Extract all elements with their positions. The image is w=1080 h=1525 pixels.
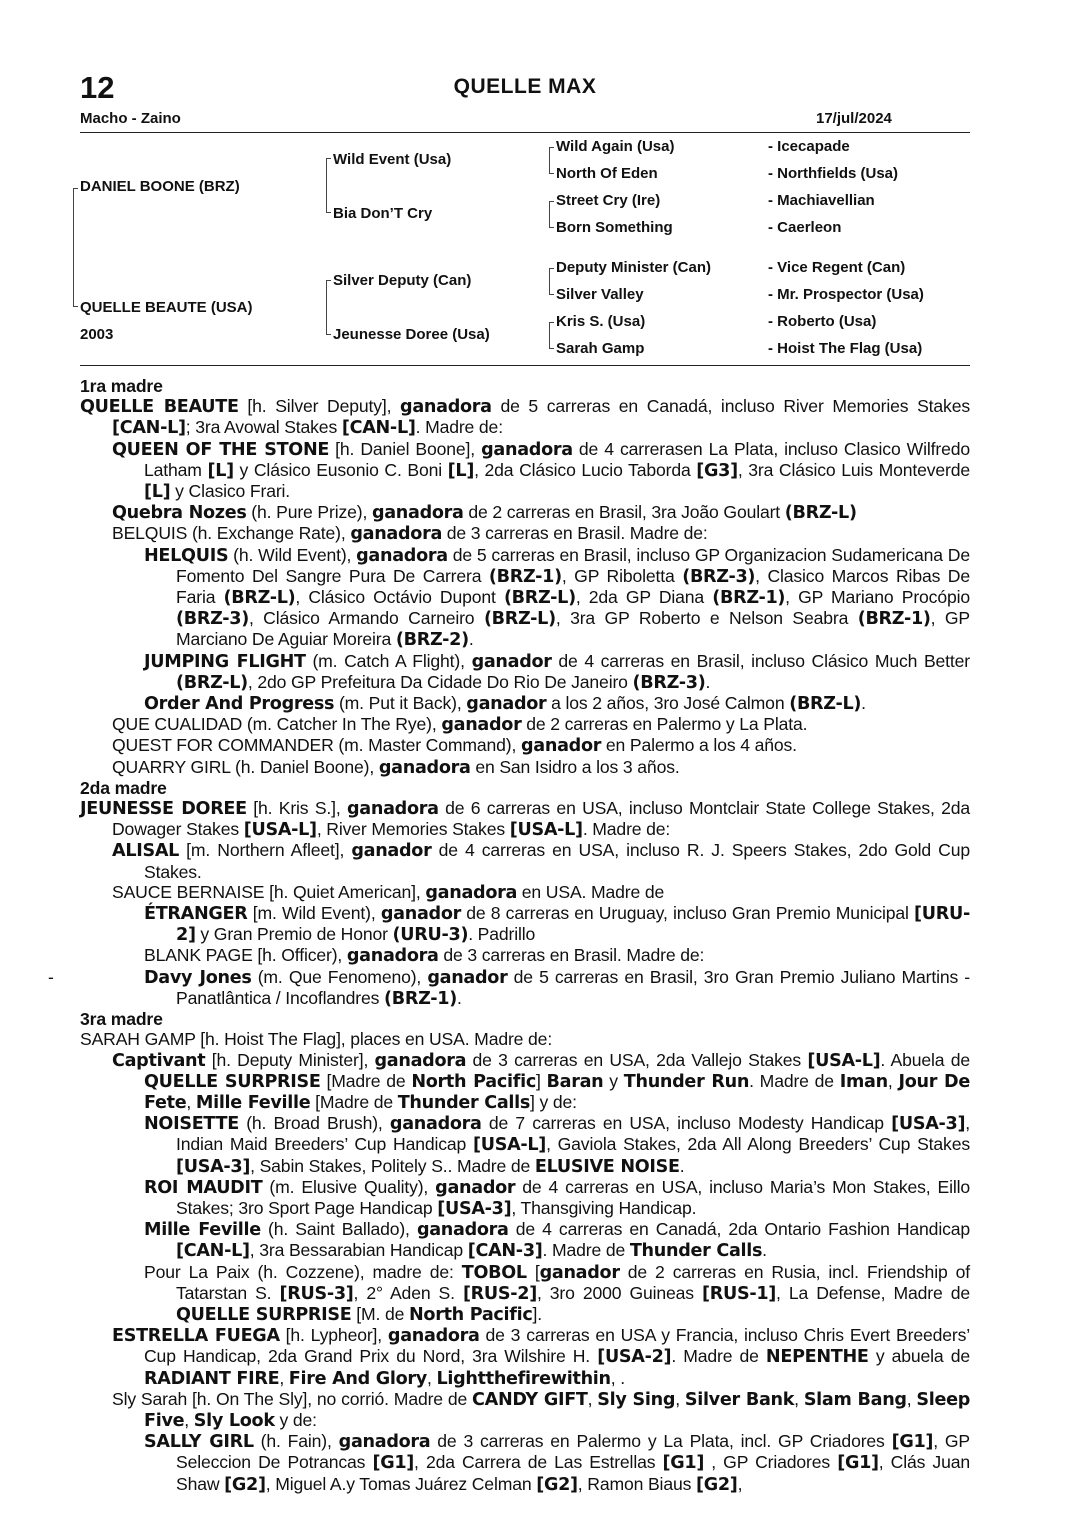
bracket-gen2-bottom — [326, 280, 327, 334]
gen3-6: Silver Valley — [556, 286, 644, 303]
paragraph: ESTRELLA FUEGA [h. Lypheor], ganadora de 3 carreras en USA y Francia, incluso Chris Evert Breeders’ Cup Handicap, 2da Grand Prix du Nord, 3ra Wilshire H. [USA-2]. Madre de NEPENTHE y abuela de RADIANT FIRE, Fire And Glory, Lightthefirewithin, . — [112, 1325, 970, 1389]
paragraph: Order And Progress (m. Put it Back), ganador a los 2 años, 3ro José Calmon (BRZ-L). — [144, 693, 866, 715]
dam-name: QUELLE BEAUTE (USA) — [80, 299, 253, 316]
list-dash: - — [48, 966, 54, 987]
sex-color: Macho - Zaino — [80, 110, 181, 127]
paragraph: SALLY GIRL (h. Fain), ganadora de 3 carreras en Palermo y La Plata, incl. GP Criadores [G1], GP Seleccion De Potrancas [G1], 2da Carrera de Las Estrellas [G1] , GP Criadores [G1], Clás Juan Shaw [G2], Miguel A.y Tomas Juárez Celman [G2], Ramon Biaus [G2], — [144, 1431, 970, 1495]
paragraph: NOISETTE (h. Broad Brush), ganadora de 7 carreras en USA, incluso Modesty Handicap [USA-3], Indian Maid Breeders’ Cup Handicap [USA-L], Gaviola Stakes, 2da All Along Breeders’ Cup Stakes [USA-3], Sabin Stakes, Politely S.. Madre de ELUSIVE NOISE. — [144, 1113, 970, 1177]
paragraph: HELQUIS (h. Wild Event), ganadora de 5 carreras en Brasil, incluso GP Organizacion Sudamericana De Fomento Del Sangre Pura De Carrera (BRZ-1), GP Riboletta (BRZ-3), Clasico Marcos Ribas De Faria (BRZ-L), Clásico Octávio Dupont (BRZ-L), 2da GP Diana (BRZ-1), GP Mariano Procópio (BRZ-3), Clásico Armando Carneiro (BRZ-L), 3ra GP Roberto e Nelson Seabra (BRZ-1), GP Marciano De Aguiar Moreira (BRZ-2). — [144, 544, 970, 651]
gen3-8: Sarah Gamp — [556, 340, 645, 357]
section-heading: 1ra madre — [80, 376, 163, 396]
dam-year: 2003 — [80, 326, 114, 343]
bracket-gen2-top — [326, 158, 327, 212]
paragraph: ROI MAUDIT (m. Elusive Quality), ganador de 4 carreras en USA, incluso Maria’s Mon Stakes, Eillo Stakes; 3ro Sport Page Handicap [USA-3], Thansgiving Handicap. — [144, 1176, 970, 1219]
gen3-2: North Of Eden — [556, 165, 658, 182]
gen3-1: Wild Again (Usa) — [556, 138, 675, 155]
dam-sire: Silver Deputy (Can) — [333, 272, 472, 289]
paragraph: Mille Feville (h. Saint Ballado), ganadora de 4 carreras en Canadá, 2da Ontario Fashion Handicap [CAN-L], 3ra Bessarabian Handicap [CAN-3]. Madre de Thunder Calls. — [144, 1219, 970, 1262]
sire-sire: Wild Event (Usa) — [333, 151, 452, 168]
section-heading: 3ra madre — [80, 1009, 163, 1030]
paragraph: ÉTRANGER [m. Wild Event), ganador de 8 carreras en Uruguay, incluso Gran Premio Municipal [URU-2] y Gran Premio de Honor (URU-3). Padrillo — [144, 903, 970, 946]
paragraph: Captivant [h. Deputy Minister], ganadora de 3 carreras en USA, 2da Vallejo Stakes [USA-L]. Abuela de QUELLE SURPRISE [Madre de North Pacific] Baran y Thunder Run. Madre de Iman, Jour De Fete, Mille Feville [Madre de Thunder Calls] y de: — [112, 1049, 970, 1113]
paragraph: SARAH GAMP [h. Hoist The Flag], places en USA. Madre de: — [80, 1029, 553, 1050]
horse-name: QUELLE MAX — [453, 75, 597, 98]
paragraph: QUARRY GIRL (h. Daniel Boone), ganadora en San Isidro a los 3 años. — [112, 756, 680, 778]
gen4-3: - Machiavellian — [768, 192, 875, 209]
dam-dam: Jeunesse Doree (Usa) — [333, 326, 490, 343]
paragraph: ALISAL [m. Northern Afleet], ganador de 4 carreras en USA, incluso R. J. Speers Stakes, 2do Gold Cup Stakes. — [112, 840, 970, 882]
gen4-1: - Icecapade — [768, 138, 850, 155]
paragraph: Sly Sarah [h. On The Sly], no corrió. Madre de CANDY GIFT, Sly Sing, Silver Bank, Slam Bang, Sleep Five, Sly Look y de: — [112, 1388, 971, 1431]
paragraph: JUMPING FLIGHT (m. Catch A Flight), ganador de 4 carreras en Brasil, incluso Clásico Much Better (BRZ-L), 2do GP Prefeitura Da Cidade Do Rio De Janeiro (BRZ-3). — [144, 650, 970, 693]
gen4-8: - Hoist The Flag (Usa) — [768, 340, 923, 357]
bracket-gen1 — [73, 188, 74, 306]
lot-number: 12 — [80, 70, 115, 105]
gen4-5: - Vice Regent (Can) — [768, 259, 906, 276]
gen4-7: - Roberto (Usa) — [768, 313, 877, 330]
gen3-5: Deputy Minister (Can) — [556, 259, 712, 276]
dam-lines — [48, 376, 971, 1495]
paragraph: Pour La Paix (h. Cozzene), madre de: TOBOL [ganador de 2 carreras en Rusia, incl. Friendship of Tatarstan S. [RUS-3], 2° Aden S. [RUS-2], 3ro 2000 Guineas [RUS-1], La Defense, Madre de QUELLE SURPRISE [M. de North Pacific]. — [144, 1261, 970, 1325]
gen4-4: - Caerleon — [768, 219, 842, 236]
gen3-3: Street Cry (Ire) — [556, 192, 661, 209]
pedigree-rule — [80, 365, 970, 366]
sire-name: DANIEL BOONE (BRZ) — [80, 178, 240, 195]
gen3-4: Born Something — [556, 219, 673, 236]
paragraph: QUE CUALIDAD (m. Catcher In The Rye), ganador de 2 carreras en Palermo y La Plata. — [112, 714, 808, 736]
paragraph: SAUCE BERNAISE [h. Quiet American], ganadora en USA. Madre de — [112, 881, 665, 903]
paragraph: - Davy Jones (m. Que Fenomeno), ganador de 5 carreras en Brasil, 3ro Gran Premio Juliano Martins - Panatlântica / Incoflandres (BRZ-1). — [48, 966, 971, 1009]
paragraph: QUELLE BEAUTE [h. Silver Deputy], ganadora de 5 carreras en Canadá, incluso River Memories Stakes [CAN-L]; 3ra Avowal Stakes [CAN-L]. Madre de: — [80, 396, 970, 439]
sale-date: 17/jul/2024 — [816, 110, 892, 127]
paragraph: BLANK PAGE [h. Officer), ganadora de 3 carreras en Brasil. Madre de: — [144, 945, 705, 967]
paragraph: Quebra Nozes (h. Pure Prize), ganadora de 2 carreras en Brasil, 3ra João Goulart (BRZ-L) — [112, 502, 857, 524]
paragraph: BELQUIS (h. Exchange Rate), ganadora de 3 carreras en Brasil. Madre de: — [112, 523, 708, 545]
gen4-6: - Mr. Prospector (Usa) — [768, 286, 924, 303]
sire-dam: Bia Don’T Cry — [333, 205, 433, 222]
section-heading: 2da madre — [80, 777, 167, 798]
gen3-7: Kris S. (Usa) — [556, 313, 646, 330]
paragraph: QUEST FOR COMMANDER (m. Master Command), ganador en Palermo a los 4 años. — [112, 735, 797, 757]
paragraph: JEUNESSE DOREE [h. Kris S.], ganadora de 6 carreras en USA, incluso Montclair State College Stakes, 2da Dowager Stakes [USA-L], River Memories Stakes [USA-L]. Madre de: — [80, 798, 971, 841]
top-rule — [80, 132, 970, 133]
paragraph: QUEEN OF THE STONE [h. Daniel Boone], ganadora de 4 carrerasen La Plata, incluso Clasico Wilfredo Latham [L] y Clásico Eusonio C. Boni [L], 2da Clásico Lucio Taborda [G3], 3ra Clásico Luis Monteverde [L] y Clasico Frari. — [112, 438, 971, 503]
gen4-2: - Northfields (Usa) — [768, 165, 899, 182]
